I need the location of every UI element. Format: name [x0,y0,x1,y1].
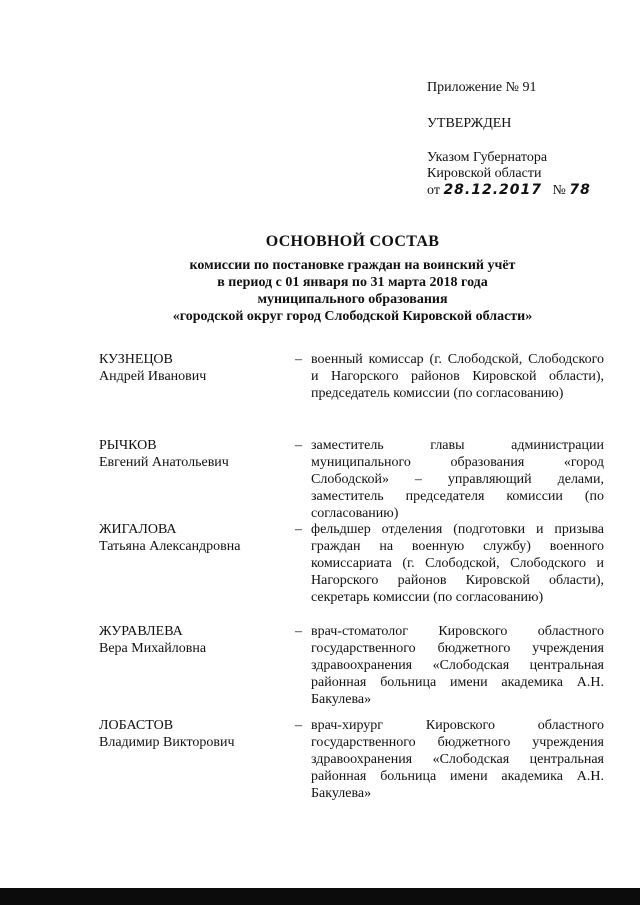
decree-date-line [427,182,627,199]
member-surname: КУЗНЕЦОВ [99,352,173,367]
title-main: ОСНОВНОЙ СОСТАВ [265,233,440,250]
dash: – [295,438,302,453]
member-surname: ЛОБАСТОВ [99,718,174,733]
member-name [99,437,289,471]
appendix-number: Приложение № 91 [427,80,537,95]
member-given-name: Евгений Анатольевич [99,455,229,470]
title-line-3: муниципального образования [257,292,448,307]
date-prefix: от [427,183,440,198]
decree-line-2: Кировской области [427,166,542,181]
title-line-1: комиссии по постановке граждан на воинский учёт [189,258,516,273]
member-given-name: Андрей Иванович [99,369,207,384]
dash: – [295,522,302,537]
member-name [99,623,289,657]
member-name [99,717,289,751]
handwritten-date: 28.12.2017 [443,182,543,198]
scan-edge-bar [0,888,640,905]
member-role: военный комиссар (г. Слободской, Слободского и Нагорского районов Кировской области), председатель комиссии (по согласованию) [311,352,604,401]
dash: – [295,624,302,639]
decree-line-1: Указом Губернатора [427,150,548,165]
number-prefix: № [552,183,566,198]
member-name [99,351,289,385]
document-title [100,233,605,325]
member-role: врач-стоматолог Кировского областного государственного бюджетного учреждения здравоохранения «Слободская центральная районная больница имени академика А.Н. Бакулева» [311,624,604,707]
member-given-name: Вера Михайловна [99,641,207,656]
member-surname: ЖУРАВЛЕВА [99,624,183,639]
dash: – [295,352,302,367]
member-role: фельдшер отделения (подготовки и призыва граждан на военную службу) военного комиссариата (г. Слободской, Слободского и Нагорского районов Кировской области), секретарь комиссии (по согласованию) [311,522,604,605]
dash: – [295,718,302,733]
member-role: заместитель главы администрации муниципального образования «город Слободской» – управляющий делами, заместитель председателя комиссии (по согласованию) [311,438,604,521]
handwritten-number: 78 [569,182,591,198]
member-surname: ЖИГАЛОВА [99,522,177,537]
title-line-2: в период с 01 января по 31 марта 2018 года [217,275,488,290]
title-line-4: «городской округ город Слободской Кировской области» [172,309,533,324]
approved-label: УТВЕРЖДЕН [427,116,512,131]
member-role: врач-хирург Кировского областного государственного бюджетного учреждения здравоохранения «Слободская центральная районная больница имени академика А.Н. Бакулева» [311,718,604,801]
member-given-name: Татьяна Александровна [99,539,241,554]
approval-block [427,80,627,199]
member-surname: РЫЧКОВ [99,438,157,453]
member-name [99,521,289,555]
member-given-name: Владимир Викторович [99,735,235,750]
